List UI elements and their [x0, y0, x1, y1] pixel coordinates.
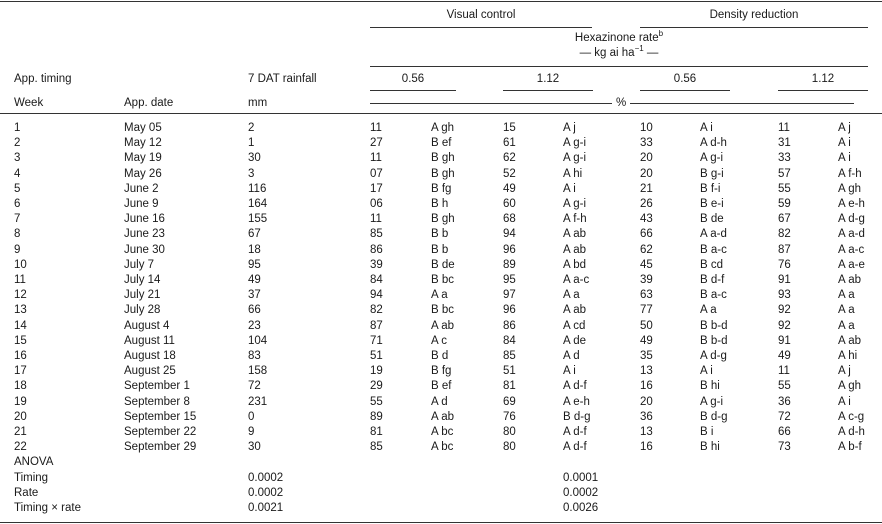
cell-dr-056-value: 36	[640, 410, 653, 423]
cell-vc-056-value: 87	[370, 319, 383, 332]
cell-app-date: May 19	[124, 152, 162, 165]
cell-dr-112-value: 59	[778, 198, 791, 210]
cell-week: 15	[14, 334, 27, 347]
cell-dr-056-value: 66	[640, 228, 653, 241]
cell-dr-056-value: 20	[640, 167, 653, 180]
cell-vc-112-value: 89	[503, 258, 516, 271]
rate-vc-056-rule	[370, 90, 456, 91]
cell-dr-056-letters: B e-i	[700, 198, 724, 210]
cell-rainfall: 83	[248, 350, 261, 362]
header-units	[370, 46, 868, 60]
cell-week: 16	[14, 350, 27, 362]
cell-week: 10	[14, 258, 27, 271]
cell-app-date: August 18	[124, 350, 176, 362]
cell-vc-056-letters: B h	[431, 198, 449, 210]
cell-vc-056-value: 39	[370, 258, 383, 271]
cell-vc-056-letters: B ef	[431, 137, 452, 150]
cell-dr-056-letters: A g-i	[700, 395, 724, 408]
visual-control-rule	[370, 27, 592, 28]
cell-app-date: July 21	[124, 289, 161, 302]
anova-p-visual: 0.0021	[248, 502, 284, 514]
cell-dr-112-value: 92	[778, 304, 791, 317]
cell-rainfall: 116	[248, 182, 267, 195]
header-rate-dr-056: 0.56	[673, 73, 697, 85]
cell-vc-056-value: 89	[370, 410, 383, 423]
cell-vc-056-letters: B bc	[431, 304, 455, 317]
cell-vc-112-value: 68	[503, 213, 516, 226]
cell-dr-056-value: 13	[640, 365, 653, 378]
cell-vc-056-letters: B b	[431, 243, 449, 256]
cell-vc-112-letters: A cd	[563, 319, 586, 332]
cell-vc-056-letters: B de	[431, 258, 455, 271]
cell-app-date: May 26	[124, 167, 162, 180]
cell-dr-056-letters: A a	[700, 304, 717, 317]
anova-label: Rate	[14, 486, 39, 499]
cell-vc-112-letters: B d-g	[563, 410, 591, 423]
rate-dr-056-rule	[640, 90, 730, 91]
cell-vc-056-letters: B bc	[431, 274, 455, 286]
cell-vc-112-letters: A e-h	[563, 395, 590, 408]
cell-dr-056-value: 33	[640, 137, 653, 150]
cell-rainfall: 3	[248, 167, 255, 180]
cell-vc-056-letters: A bc	[431, 426, 454, 438]
anova-p-density: 0.0002	[563, 486, 599, 499]
header-mm: mm	[248, 97, 268, 109]
cell-week: 2	[14, 137, 21, 150]
cell-rainfall: 67	[248, 228, 261, 241]
cell-rainfall: 104	[248, 334, 268, 347]
cell-dr-112-letters: A f-h	[838, 167, 862, 180]
header-app-timing: App. timing	[14, 73, 72, 85]
cell-vc-112-letters: A hi	[563, 167, 583, 180]
cell-dr-056-value: 16	[640, 380, 653, 393]
units-text: — kg ai ha	[579, 47, 635, 59]
cell-dr-112-letters: A a	[838, 319, 855, 332]
cell-dr-112-value: 55	[778, 380, 791, 393]
cell-vc-056-letters: B gh	[431, 152, 455, 165]
cell-dr-112-value: 87	[778, 243, 791, 256]
cell-dr-056-letters: B hi	[700, 441, 720, 454]
cell-vc-112-letters: A j	[563, 122, 576, 134]
cell-vc-112-letters: A bd	[563, 258, 587, 271]
cell-week: 11	[14, 274, 26, 286]
rate-vc-112-rule	[503, 90, 593, 91]
cell-dr-056-value: 43	[640, 213, 653, 226]
cell-dr-056-letters: B de	[700, 213, 724, 226]
cell-dr-056-value: 13	[640, 426, 653, 438]
cell-dr-112-letters: A d-h	[838, 426, 865, 438]
cell-week: 13	[14, 304, 27, 317]
cell-vc-056-value: 29	[370, 380, 383, 393]
cell-vc-056-value: 11	[370, 152, 382, 165]
header-app-date: App. date	[124, 97, 174, 109]
cell-vc-112-value: 81	[503, 380, 516, 393]
cell-app-date: June 9	[124, 198, 159, 210]
cell-dr-112-letters: A a	[838, 289, 855, 302]
cell-vc-112-letters: A d-f	[563, 380, 587, 393]
cell-dr-056-letters: A a-d	[700, 228, 727, 241]
cell-week: 9	[14, 243, 21, 256]
cell-vc-056-letters: B fg	[431, 365, 452, 378]
cell-vc-112-value: 15	[503, 122, 516, 134]
cell-dr-056-letters: A g-i	[700, 152, 724, 165]
cell-dr-056-letters: A d-g	[700, 350, 727, 362]
cell-dr-112-value: 11	[778, 365, 790, 378]
cell-rainfall: 30	[248, 152, 261, 165]
units-sup: −1	[634, 44, 644, 54]
cell-dr-056-letters: B i	[700, 426, 714, 438]
cell-vc-056-value: 85	[370, 441, 383, 454]
cell-dr-056-value: 77	[640, 304, 653, 317]
cell-dr-112-letters: A i	[838, 137, 851, 150]
cell-rainfall: 23	[248, 319, 261, 332]
cell-app-date: September 1	[124, 380, 190, 393]
cell-vc-056-value: 82	[370, 304, 383, 317]
cell-dr-056-letters: B d-f	[700, 274, 725, 286]
cell-vc-112-value: 80	[503, 426, 516, 438]
cell-vc-112-value: 60	[503, 198, 516, 210]
cell-dr-056-value: 63	[640, 289, 653, 302]
cell-app-date: August 11	[124, 334, 175, 347]
cell-dr-112-letters: A c-g	[838, 410, 865, 423]
cell-week: 19	[14, 395, 27, 408]
cell-vc-056-value: 86	[370, 243, 383, 256]
cell-week: 6	[14, 198, 21, 210]
cell-rainfall: 66	[248, 304, 261, 317]
cell-app-date: July 14	[124, 274, 161, 286]
cell-vc-112-letters: A d-f	[563, 426, 587, 438]
header-density-reduction: Density reduction	[709, 9, 799, 21]
cell-dr-112-value: 82	[778, 228, 791, 241]
cell-dr-112-value: 31	[778, 137, 791, 150]
cell-week: 20	[14, 410, 27, 423]
cell-vc-112-value: 95	[503, 274, 516, 286]
cell-vc-056-value: 27	[370, 137, 383, 150]
cell-app-date: May 05	[124, 122, 162, 134]
cell-rainfall: 164	[248, 198, 268, 210]
cell-dr-056-letters: B hi	[700, 380, 720, 393]
cell-app-date: June 2	[124, 182, 159, 195]
cell-week: 18	[14, 380, 27, 393]
cell-vc-112-value: 97	[503, 289, 516, 302]
cell-vc-056-value: 17	[370, 182, 383, 195]
cell-vc-112-value: 96	[503, 304, 516, 317]
cell-dr-112-letters: A gh	[838, 182, 862, 195]
cell-dr-112-letters: A e-h	[838, 198, 865, 210]
cell-rainfall: 37	[248, 289, 261, 302]
cell-vc-112-value: 76	[503, 410, 516, 423]
cell-dr-056-value: 20	[640, 152, 653, 165]
header-rate-vc-056: 0.56	[401, 73, 425, 85]
cell-vc-056-value: 19	[370, 365, 383, 378]
cell-app-date: August 4	[124, 319, 170, 332]
cell-week: 17	[14, 365, 27, 378]
cell-dr-056-letters: A i	[700, 365, 713, 378]
cell-dr-112-letters: A i	[838, 395, 851, 408]
cell-week: 12	[14, 289, 27, 302]
cell-vc-056-value: 07	[370, 167, 383, 180]
cell-dr-112-value: 66	[778, 426, 791, 438]
cell-vc-056-value: 06	[370, 198, 383, 210]
cell-vc-112-value: 52	[503, 167, 516, 180]
cell-week: 8	[14, 228, 21, 241]
cell-vc-112-value: 61	[503, 137, 516, 150]
anova-p-visual: 0.0002	[248, 486, 284, 499]
cell-dr-056-value: 35	[640, 350, 653, 362]
cell-dr-056-letters: B f-i	[700, 182, 721, 195]
cell-app-date: September 29	[124, 441, 197, 454]
cell-vc-056-value: 51	[370, 350, 383, 362]
cell-dr-112-letters: A j	[838, 365, 851, 378]
cell-dr-056-value: 26	[640, 198, 653, 210]
cell-week: 4	[14, 167, 21, 180]
cell-vc-112-letters: A a	[563, 289, 580, 302]
header-visual-control: Visual control	[446, 9, 516, 21]
cell-vc-056-letters: B d	[431, 350, 449, 362]
cell-week: 3	[14, 152, 21, 165]
cell-vc-112-value: 96	[503, 243, 516, 256]
cell-dr-112-value: 91	[778, 274, 791, 286]
anova-p-density: 0.0001	[563, 471, 599, 484]
units-end: —	[643, 47, 659, 59]
cell-dr-112-letters: A ab	[838, 274, 862, 286]
cell-rainfall: 0	[248, 410, 255, 423]
cell-dr-112-value: 55	[778, 182, 791, 195]
cell-dr-112-letters: A a-c	[838, 243, 865, 256]
cell-week: 22	[14, 441, 27, 454]
cell-vc-112-letters: A i	[563, 365, 576, 378]
cell-vc-112-value: 62	[503, 152, 516, 165]
cell-vc-056-letters: A gh	[431, 122, 455, 134]
cell-app-date: September 22	[124, 426, 197, 438]
cell-vc-112-letters: A g-i	[563, 137, 587, 150]
cell-rainfall: 18	[248, 243, 261, 256]
cell-dr-112-letters: A b-f	[838, 441, 862, 454]
hexazinone-rate-sup: b	[658, 29, 664, 39]
anova-p-visual: 0.0002	[248, 471, 284, 484]
cell-vc-056-value: 94	[370, 289, 383, 302]
cell-vc-112-letters: A d-f	[563, 441, 587, 454]
cell-dr-056-letters: A i	[700, 122, 713, 134]
cell-vc-056-letters: A ab	[431, 319, 455, 332]
cell-vc-056-letters: B gh	[431, 213, 455, 226]
cell-vc-056-letters: A c	[431, 334, 447, 347]
header-percent: %	[612, 96, 630, 110]
cell-vc-112-value: 69	[503, 395, 516, 408]
cell-app-date: June 23	[124, 228, 165, 241]
cell-vc-112-letters: A ab	[563, 228, 587, 241]
cell-vc-056-value: 11	[370, 122, 382, 134]
cell-app-date: June 16	[124, 213, 165, 226]
cell-dr-112-letters: A i	[838, 152, 851, 165]
cell-dr-056-value: 50	[640, 319, 653, 332]
cell-vc-112-letters: A g-i	[563, 152, 587, 165]
cell-vc-056-letters: A d	[431, 395, 448, 408]
cell-dr-056-value: 20	[640, 395, 653, 408]
cell-vc-056-letters: B gh	[431, 167, 455, 180]
cell-rainfall: 49	[248, 274, 261, 286]
cell-vc-112-value: 86	[503, 319, 516, 332]
cell-vc-056-letters: B fg	[431, 182, 452, 195]
cell-week: 21	[14, 426, 27, 438]
cell-rainfall: 155	[248, 213, 268, 226]
cell-rainfall: 72	[248, 380, 261, 393]
cell-app-date: May 12	[124, 137, 162, 150]
anova-label: Timing × rate	[14, 502, 82, 514]
cell-vc-056-value: 81	[370, 426, 383, 438]
cell-vc-112-letters: A de	[563, 334, 587, 347]
cell-vc-056-value: 71	[370, 334, 383, 347]
cell-dr-112-value: 57	[778, 167, 791, 180]
cell-dr-112-value: 11	[778, 122, 790, 134]
cell-app-date: August 25	[124, 365, 176, 378]
density-reduction-rule	[640, 27, 868, 28]
top-rule	[0, 1, 882, 2]
cell-week: 1	[14, 122, 21, 134]
cell-vc-112-value: 94	[503, 228, 516, 241]
cell-dr-112-letters: A j	[838, 122, 851, 134]
cell-rainfall: 30	[248, 441, 261, 454]
cell-vc-056-letters: B b	[431, 228, 449, 241]
cell-vc-112-value: 49	[503, 182, 516, 195]
cell-dr-112-value: 73	[778, 441, 791, 454]
cell-dr-056-letters: B cd	[700, 258, 724, 271]
cell-dr-112-letters: A a	[838, 304, 855, 317]
cell-rainfall: 9	[248, 426, 255, 438]
cell-vc-056-letters: B ef	[431, 380, 452, 393]
cell-vc-112-value: 51	[503, 365, 516, 378]
cell-vc-112-value: 80	[503, 441, 516, 454]
cell-dr-112-letters: A gh	[838, 380, 862, 393]
cell-vc-056-value: 84	[370, 274, 383, 286]
cell-dr-112-letters: A hi	[838, 350, 858, 362]
cell-rainfall: 2	[248, 122, 255, 134]
cell-dr-056-value: 16	[640, 441, 653, 454]
cell-dr-112-value: 36	[778, 395, 791, 408]
cell-dr-112-value: 33	[778, 152, 791, 165]
cell-dr-056-letters: A d-h	[700, 137, 727, 150]
header-rainfall: 7 DAT rainfall	[248, 73, 317, 85]
anova-p-density: 0.0026	[563, 502, 599, 514]
cell-app-date: July 7	[124, 258, 155, 271]
rate-dr-112-rule	[778, 90, 868, 91]
cell-vc-112-letters: A ab	[563, 243, 587, 256]
cell-app-date: June 30	[124, 243, 165, 256]
cell-vc-112-letters: A f-h	[563, 213, 587, 226]
cell-dr-112-letters: A a-e	[838, 258, 865, 271]
header-hexazinone-rate	[370, 31, 868, 45]
cell-dr-056-value: 62	[640, 243, 653, 256]
cell-vc-056-value: 11	[370, 213, 382, 226]
cell-dr-112-value: 67	[778, 213, 791, 226]
header-bottom-rule	[0, 113, 882, 114]
hexazinone-rule	[370, 66, 868, 67]
cell-dr-112-value: 92	[778, 319, 791, 332]
cell-dr-112-value: 72	[778, 410, 791, 423]
cell-week: 5	[14, 182, 21, 195]
hexazinone-rate-text: Hexazinone rate	[574, 32, 659, 44]
cell-app-date: September 15	[124, 410, 197, 423]
cell-dr-112-value: 49	[778, 350, 791, 362]
anova-label: Timing	[14, 471, 49, 484]
cell-vc-056-letters: A ab	[431, 410, 455, 423]
cell-vc-112-letters: A a-c	[563, 274, 590, 286]
header-week: Week	[14, 97, 44, 109]
cell-dr-112-letters: A a-d	[838, 228, 865, 241]
cell-week: 14	[14, 319, 27, 332]
cell-dr-056-value: 10	[640, 122, 653, 134]
cell-dr-056-letters: B b-d	[700, 319, 728, 332]
cell-dr-056-letters: B a-c	[700, 243, 727, 256]
cell-vc-056-letters: A a	[431, 289, 448, 302]
cell-dr-056-letters: B b-d	[700, 334, 728, 347]
cell-vc-056-letters: A bc	[431, 441, 454, 454]
cell-dr-056-letters: B a-c	[700, 289, 727, 302]
cell-dr-056-value: 21	[640, 182, 653, 195]
cell-dr-056-value: 45	[640, 258, 653, 271]
cell-dr-056-value: 39	[640, 274, 653, 286]
cell-app-date: September 8	[124, 395, 190, 408]
cell-dr-112-letters: A ab	[838, 334, 862, 347]
header-rate-vc-112: 1.12	[536, 73, 560, 85]
cell-vc-056-value: 85	[370, 228, 383, 241]
cell-app-date: July 28	[124, 304, 161, 317]
cell-vc-112-letters: A g-i	[563, 198, 587, 210]
cell-rainfall: 1	[248, 137, 255, 150]
anova-title: ANOVA	[14, 456, 54, 469]
cell-dr-112-value: 91	[778, 334, 791, 347]
cell-dr-112-value: 76	[778, 258, 791, 271]
cell-rainfall: 158	[248, 365, 268, 378]
cell-week: 7	[14, 213, 21, 226]
cell-dr-112-letters: A d-g	[838, 213, 865, 226]
cell-vc-112-value: 84	[503, 334, 516, 347]
cell-dr-056-value: 49	[640, 334, 653, 347]
cell-dr-056-letters: B d-g	[700, 410, 728, 423]
cell-rainfall: 95	[248, 258, 261, 271]
header-rate-dr-112: 1.12	[811, 73, 835, 85]
cell-rainfall: 231	[248, 395, 268, 408]
cell-vc-112-letters: A d	[563, 350, 580, 362]
cell-dr-056-letters: B g-i	[700, 167, 724, 180]
cell-vc-112-value: 85	[503, 350, 516, 362]
cell-dr-112-value: 93	[778, 289, 791, 302]
bottom-rule	[0, 522, 882, 523]
cell-vc-056-value: 55	[370, 395, 383, 408]
cell-vc-112-letters: A i	[563, 182, 576, 195]
cell-vc-112-letters: A ab	[563, 304, 587, 317]
